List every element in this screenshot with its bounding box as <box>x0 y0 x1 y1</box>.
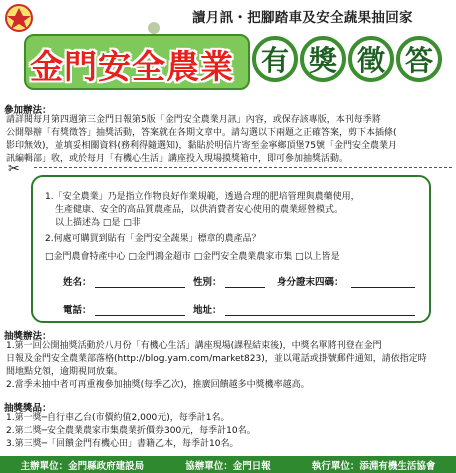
prizes-heading: 抽獎獎品： <box>4 403 52 414</box>
participation-text <box>6 114 397 166</box>
county-logo-icon <box>4 3 34 33</box>
footer-bar <box>0 456 456 473</box>
scissors-icon: ✂ <box>8 161 20 177</box>
executor-text: 執行單位：添淵有機生活協會 <box>311 460 436 472</box>
question-1-line: 1.「安全農業」乃是指立作物良好作業規範，透過合理的肥培管理與農藥使用， <box>45 192 360 202</box>
badge-char: 獎 <box>300 36 346 82</box>
lottery-line: 2.當季未抽中者可再重複參加抽獎(每季乙次)，推廣回饋越多中獎機率越高。 <box>6 380 310 390</box>
phone-label: 電話： <box>63 305 92 316</box>
name-label: 姓名： <box>63 277 92 288</box>
badge-char: 徵 <box>348 36 394 82</box>
title-banner <box>24 34 250 90</box>
address-input[interactable] <box>225 315 415 316</box>
badge-char: 答 <box>396 36 442 82</box>
lottery-line: 1.第一回公開抽獎活動於八月份「有機心生活」講座現場(課程結束後)，中獎名單將刊登在金門 <box>6 341 382 351</box>
participation-line: 請詳閱每月第四週第三金門日報第5版「金門安全農業月訊」內容，或保存該專版，本刊每季將 <box>6 115 381 125</box>
id-label: 身分證末四碼： <box>277 277 344 288</box>
question-2-options[interactable]: □金門農會特產中心 □金門鴻金超市 □金門安全農業農家市集 □以上皆是 <box>45 252 340 262</box>
lottery-heading: 抽獎辦法： <box>4 331 52 342</box>
gender-input[interactable] <box>225 287 265 288</box>
badge-char: 有 <box>252 36 298 82</box>
gender-label: 性別： <box>193 277 222 288</box>
participation-line: 訊編輯部」收，或於每月「有機心生活」講座投入現場摸獎箱中，即可參加抽獎活動。 <box>6 154 349 164</box>
lottery-text <box>6 340 427 392</box>
id-input[interactable] <box>351 287 415 288</box>
cut-line-divider <box>34 167 452 168</box>
participation-heading: 參加辦法： <box>4 105 52 116</box>
participation-line: 公開舉辦「有獎徵答」抽獎活動，答案就在各期文章中。請勾選以下兩題之正確答案，剪下本插條( <box>6 128 397 138</box>
question-2: 2.何處可購買到貼有「金門安全蔬果」標章的農產品？ <box>45 234 261 244</box>
prizes-text <box>6 412 256 451</box>
address-label: 地址： <box>193 305 222 316</box>
phone-input[interactable] <box>95 315 185 316</box>
tagline: 讀月訊・把腳踏車及安全蔬果抽回家 <box>192 10 413 26</box>
lottery-line: 日報及金門安全農業部落格(http://blog.yam.com/market823)，並以電話或掛號郵件通知，請依指定時 <box>6 354 427 364</box>
organizer-text: 主辦單位：金門縣政府建設局 <box>20 460 145 472</box>
prize-line: 3.第三獎─「回饋金門有機心田」書籍乙本，每季計10名。 <box>6 439 239 449</box>
prize-line: 1.第一獎─自行車乙台(市價約值2,000元)，每季計1名。 <box>6 413 230 423</box>
name-input[interactable] <box>95 287 185 288</box>
lottery-line: 間地點兌領，逾期視同放棄。 <box>6 367 124 377</box>
question-1-line: 生產健康、安全的高品質農產品，以供消費者安心使用的農業經營模式。 <box>55 205 344 215</box>
prize-quiz-badges <box>252 36 442 82</box>
header <box>0 0 456 100</box>
prize-line: 2.第二獎─安全農業農家市集農業折價券300元，每季計10名。 <box>6 426 256 436</box>
co-organizer-text: 協辦單位：金門日報 <box>185 460 271 472</box>
entry-form <box>31 175 431 323</box>
participation-line: 影印無效)，並填妥相關資料(務利得隨選知)，黏貼於明信片寄至金寧鄉頂堡75號「金門安全農業月 <box>6 141 397 151</box>
page-title: 金門安全農業 <box>30 47 234 86</box>
question-1 <box>45 191 360 230</box>
question-1-options[interactable]: 以上描述為 □是 □非 <box>55 218 141 228</box>
